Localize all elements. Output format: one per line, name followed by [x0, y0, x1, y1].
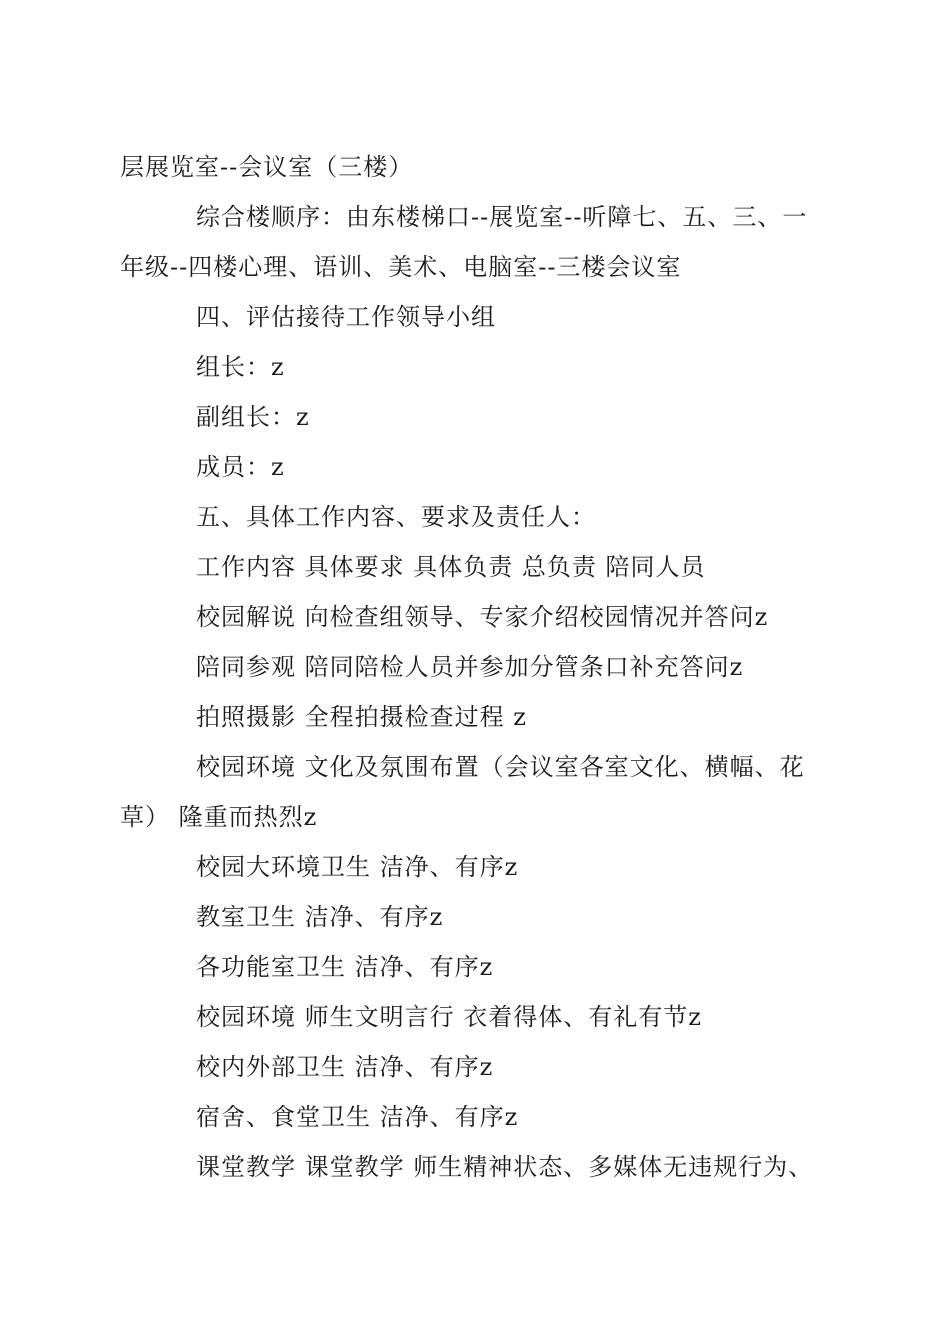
paragraph-building-order: 综合楼顺序：由东楼梯口--展览室--听障七、五、三、一年级--四楼心理、语训、美术、电脑室--三楼会议室 — [120, 203, 808, 281]
table-header-line: 工作内容 具体要求 具体负责 总负责 陪同人员 — [196, 553, 706, 581]
section-heading-work-content: 五、具体工作内容、要求及责任人： — [196, 503, 596, 531]
work-item-accompany-visit: 陪同参观 陪同陪检人员并参加分管条口补充答问z — [196, 653, 744, 681]
members-line: 成员：z — [196, 453, 285, 481]
work-item-civil-conduct: 校园环境 师生文明言行 衣着得体、有礼有节z — [196, 1003, 702, 1031]
paragraph-exhibition-route: 层展览室--会议室（三楼） — [120, 153, 414, 181]
work-item-photography: 拍照摄影 全程拍摄检查过程 z — [196, 703, 527, 731]
work-item-dorm-canteen-hygiene: 宿舍、食堂卫生 洁净、有序z — [196, 1103, 519, 1131]
document-body — [120, 142, 832, 1192]
work-item-campus-hygiene: 校园大环境卫生 洁净、有序z — [196, 853, 519, 881]
deputy-leader-line: 副组长：z — [196, 403, 310, 431]
work-item-campus-environment-culture: 校园环境 文化及氛围布置（会议室各室文化、横幅、花草） 隆重而热烈z — [120, 753, 805, 831]
work-item-inner-outer-hygiene: 校内外部卫生 洁净、有序z — [196, 1053, 494, 1081]
work-item-campus-explanation: 校园解说 向检查组领导、专家介绍校园情况并答问z — [196, 603, 769, 631]
work-item-classroom-teaching: 课堂教学 课堂教学 师生精神状态、多媒体无违规行为、 — [196, 1153, 814, 1181]
group-leader-line: 组长：z — [196, 353, 285, 381]
work-item-function-room-hygiene: 各功能室卫生 洁净、有序z — [196, 953, 494, 981]
work-item-classroom-hygiene: 教室卫生 洁净、有序z — [196, 903, 444, 931]
section-heading-leadership-group: 四、评估接待工作领导小组 — [196, 303, 496, 331]
